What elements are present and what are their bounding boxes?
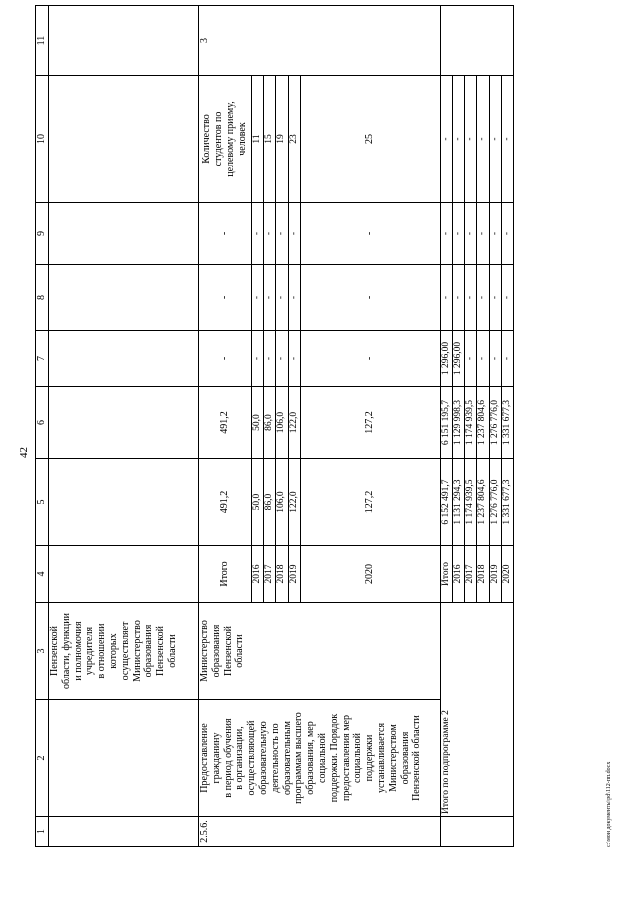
total-label: Итого по подпрограмме 2 xyxy=(440,603,513,817)
col-header: 3 xyxy=(36,603,49,700)
value-cell: - xyxy=(264,203,276,265)
year-cell: 2017 xyxy=(465,546,477,603)
value-cell: - xyxy=(501,331,513,387)
value-cell: - xyxy=(465,76,477,203)
value-cell: 122,0 xyxy=(288,387,300,459)
measure-row xyxy=(199,6,252,847)
value-cell: 25 xyxy=(300,76,440,203)
value-cell: - xyxy=(453,203,465,265)
value-cell: - xyxy=(252,203,264,265)
year-cell: 2016 xyxy=(252,546,264,603)
year-cell: 2019 xyxy=(288,546,300,603)
continuation-row xyxy=(49,6,199,847)
value-cell: - xyxy=(477,331,489,387)
value-cell: 106,0 xyxy=(276,387,288,459)
value-cell: - xyxy=(501,203,513,265)
value-cell: - xyxy=(440,203,452,265)
measure-executor: Министерство образования Пензенской области xyxy=(199,603,441,700)
value-cell: 23 xyxy=(288,76,300,203)
value-cell: - xyxy=(199,331,252,387)
value-cell: - xyxy=(252,331,264,387)
value-cell: 106,0 xyxy=(276,459,288,546)
year-cell: 2018 xyxy=(276,546,288,603)
col-header: 1 xyxy=(36,817,49,847)
value-cell: - xyxy=(489,331,501,387)
value-cell: 1 174 939,5 xyxy=(465,387,477,459)
value-cell: 122,0 xyxy=(288,459,300,546)
value-cell: - xyxy=(453,265,465,331)
value-cell: 1 331 677,3 xyxy=(501,459,513,546)
value-cell: - xyxy=(489,203,501,265)
value-cell: 1 276 776,0 xyxy=(489,459,501,546)
value-cell: - xyxy=(300,265,440,331)
value-cell: 11 xyxy=(252,76,264,203)
year-cell: 2020 xyxy=(300,546,440,603)
header-row xyxy=(36,6,49,847)
value-cell: 1 174 939,5 xyxy=(465,459,477,546)
value-cell: - xyxy=(501,76,513,203)
value-cell: - xyxy=(300,331,440,387)
value-cell: - xyxy=(465,203,477,265)
value-cell: 1 276 776,0 xyxy=(489,387,501,459)
value-cell: 86,0 xyxy=(264,459,276,546)
col-header: 8 xyxy=(36,265,49,331)
value-cell: 1 296,00 xyxy=(453,331,465,387)
value-cell: 127,2 xyxy=(300,387,440,459)
value-cell: - xyxy=(489,265,501,331)
value-cell: - xyxy=(276,203,288,265)
program-table xyxy=(35,5,514,847)
value-cell: 1 131 294,3 xyxy=(453,459,465,546)
cont-executor-cell: Пензенской области, функции и полномочия учредителя в отношении которых осуществляет Министерство образования Пензенской области xyxy=(49,603,199,700)
value-cell: 6 151 195,7 xyxy=(440,387,452,459)
value-cell: - xyxy=(465,265,477,331)
value-cell: 86,0 xyxy=(264,387,276,459)
value-cell: 1 129 998,3 xyxy=(453,387,465,459)
year-cell: 2017 xyxy=(264,546,276,603)
value-cell: 19 xyxy=(276,76,288,203)
value-cell: - xyxy=(252,265,264,331)
value-cell: - xyxy=(276,331,288,387)
value-cell: 491,2 xyxy=(199,459,252,546)
value-cell: - xyxy=(440,265,452,331)
col-header: 9 xyxy=(36,203,49,265)
value-cell: 50,0 xyxy=(252,387,264,459)
year-cell: 2016 xyxy=(453,546,465,603)
measure-name: Предоставление гражданину в период обучения в организации, осуществляющей образовательную деятельность по образовательным программам высшего образования, мер социальной поддержки. Порядок предоставления мер социальной поддержки устанавливается Министерством образования Пензенской области xyxy=(199,700,441,817)
value-cell: - xyxy=(288,203,300,265)
value-cell: - xyxy=(288,265,300,331)
col-header: 7 xyxy=(36,331,49,387)
value-cell: 1 296,00 xyxy=(440,331,452,387)
value-cell: 15 xyxy=(264,76,276,203)
file-path-footer: c:\мои документы\pd\112-пп.docx xyxy=(606,761,612,847)
value-cell: - xyxy=(477,265,489,331)
value-cell: - xyxy=(199,203,252,265)
indicator-cell: Количество студентов по целевому приему, человек xyxy=(199,76,252,203)
year-cell: 2019 xyxy=(489,546,501,603)
col-header: 10 xyxy=(36,76,49,203)
value-cell: - xyxy=(288,331,300,387)
indicator-number: 3 xyxy=(199,6,441,76)
value-cell: - xyxy=(199,265,252,331)
col-header: 11 xyxy=(36,6,49,76)
value-cell: - xyxy=(300,203,440,265)
total-row xyxy=(440,6,452,847)
value-cell: 491,2 xyxy=(199,387,252,459)
measure-number: 2.5.6. xyxy=(199,817,441,847)
col-header: 4 xyxy=(36,546,49,603)
year-cell: Итого xyxy=(440,546,452,603)
value-cell: - xyxy=(264,265,276,331)
year-cell: Итого xyxy=(199,546,252,603)
value-cell: - xyxy=(465,331,477,387)
value-cell: 50,0 xyxy=(252,459,264,546)
value-cell: - xyxy=(501,265,513,331)
value-cell: - xyxy=(276,265,288,331)
value-cell: 127,2 xyxy=(300,459,440,546)
value-cell: 6 152 491,7 xyxy=(440,459,452,546)
value-cell: 1 331 677,3 xyxy=(501,387,513,459)
value-cell: - xyxy=(440,76,452,203)
year-cell: 2020 xyxy=(501,546,513,603)
col-header: 2 xyxy=(36,700,49,817)
value-cell: - xyxy=(477,203,489,265)
col-header: 6 xyxy=(36,387,49,459)
value-cell: - xyxy=(453,76,465,203)
year-cell: 2018 xyxy=(477,546,489,603)
value-cell: - xyxy=(264,331,276,387)
value-cell: - xyxy=(489,76,501,203)
value-cell: 1 237 804,6 xyxy=(477,387,489,459)
value-cell: - xyxy=(477,76,489,203)
value-cell: 1 237 804,6 xyxy=(477,459,489,546)
col-header: 5 xyxy=(36,459,49,546)
page-number: 42 xyxy=(18,447,30,458)
